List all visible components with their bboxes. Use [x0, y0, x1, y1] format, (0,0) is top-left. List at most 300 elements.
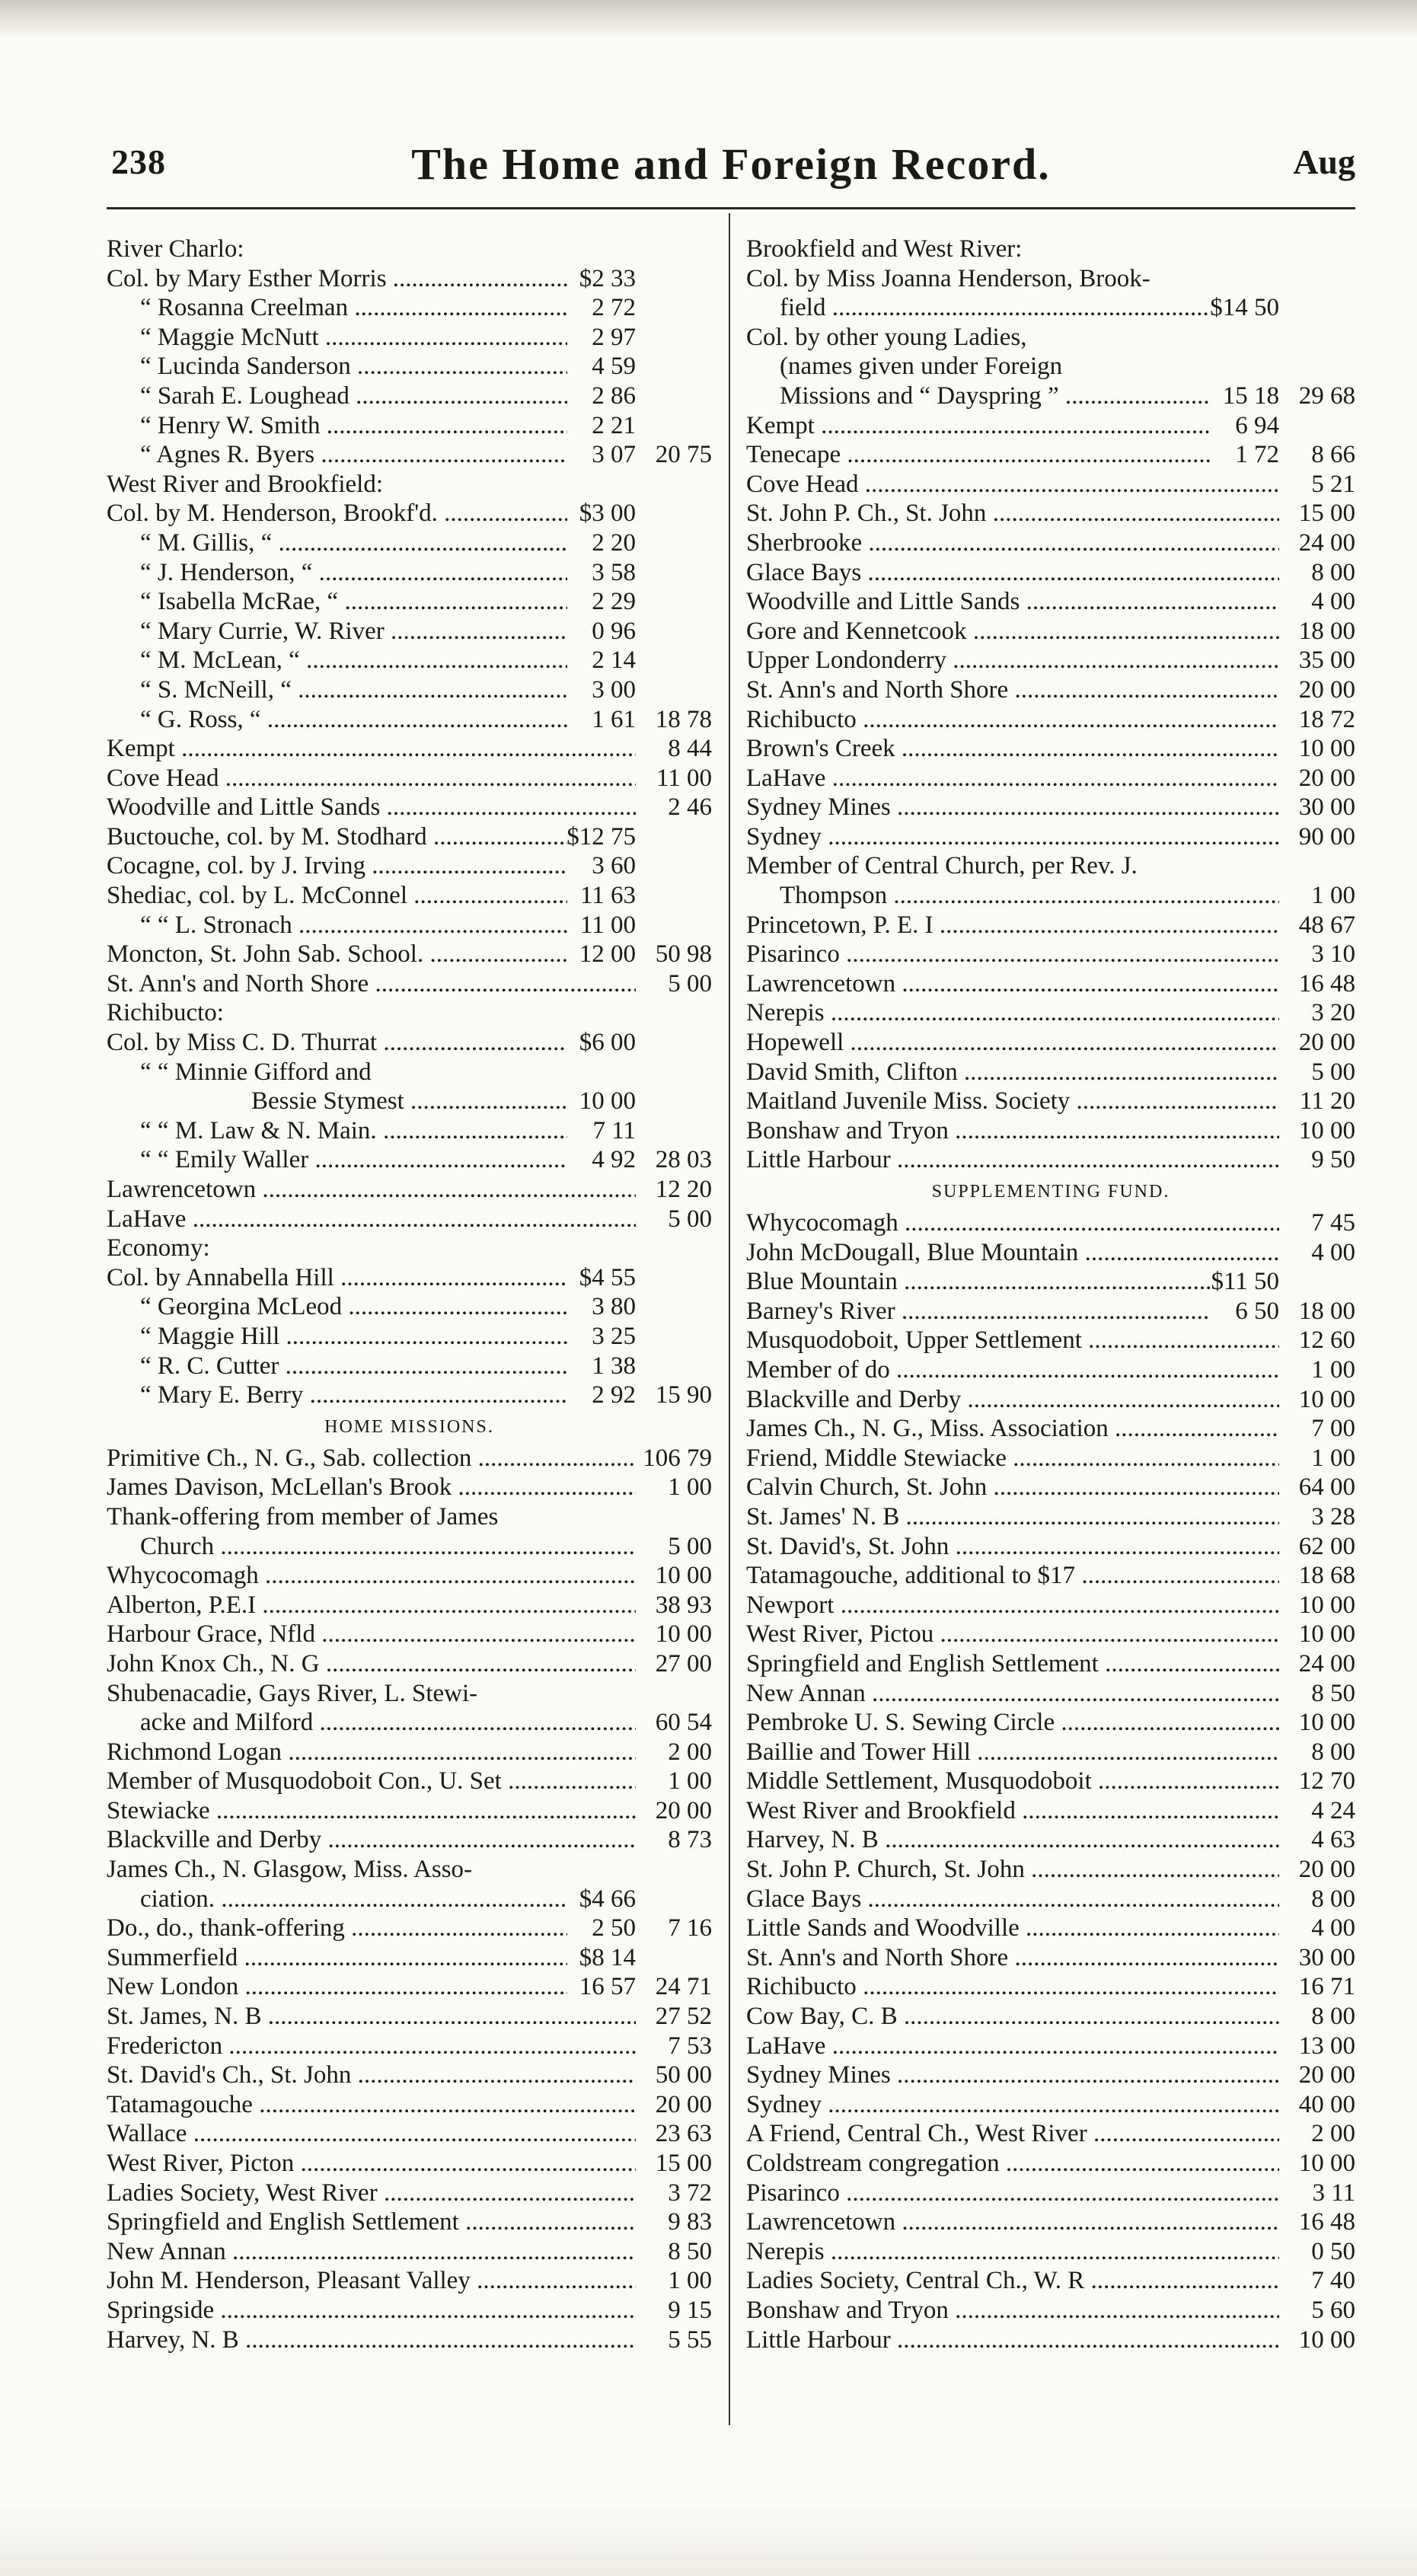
ledger-entry	[107, 1885, 712, 1914]
entry-total: 10 00	[1298, 1385, 1355, 1413]
entry-total: 28 03	[655, 1146, 712, 1174]
entry-name: West River, Picton .....	[107, 2149, 636, 2179]
ledger-entry	[746, 2325, 1355, 2355]
ledger-entry	[746, 1058, 1355, 1087]
ledger-entry	[746, 558, 1355, 588]
entry-total: 10 00	[1298, 1591, 1355, 1619]
entry-name: Friend, Middle Stewiacke .....	[746, 1444, 1279, 1473]
ledger-entry	[746, 1297, 1355, 1326]
entry-amount: 2 92	[592, 1381, 636, 1409]
entry-total: 20 00	[1298, 675, 1355, 704]
entry-name: Missions and “ Dayspring ” .....	[780, 381, 1211, 411]
entry-name: Primitive Ch., N. G., Sab. collection .....	[107, 1444, 636, 1473]
entry-name: Calvin Church, St. John .....	[746, 1473, 1279, 1502]
ledger-entry	[107, 293, 712, 323]
ledger-entry	[107, 646, 712, 675]
section-heading: SUPPLEMENTING FUND.	[931, 1182, 1170, 1202]
entry-name: Member of do .....	[746, 1355, 1279, 1385]
ledger-entry	[107, 822, 712, 852]
entry-name: Kempt .....	[107, 734, 636, 764]
entry-amount: 2 14	[592, 646, 636, 675]
ledger-entry	[746, 793, 1355, 822]
ledger-entry	[107, 1116, 712, 1146]
entry-name: West River and Brookfield .....	[746, 1796, 1279, 1826]
entry-name: St. Ann's and North Shore .....	[107, 969, 636, 999]
entry-name: Maitland Juvenile Miss. Society .....	[746, 1087, 1279, 1116]
entry-name: Pembroke U. S. Sewing Circle .....	[746, 1708, 1279, 1738]
entry-amount: $4 55	[579, 1263, 636, 1291]
entry-name: “ “ Emily Waller .....	[140, 1145, 567, 1175]
entry-total: 5 00	[668, 1532, 712, 1560]
entry-name: West River, Pictou .....	[746, 1620, 1279, 1649]
entry-total: 5 00	[668, 1205, 712, 1233]
entry-name: Richibucto:	[107, 999, 224, 1027]
section-heading: HOME MISSIONS.	[324, 1416, 494, 1437]
entry-name: “ “ M. Law & N. Main. .....	[140, 1116, 567, 1146]
ledger-entry	[107, 264, 712, 294]
ledger-entry	[746, 528, 1355, 558]
page-number: 238	[111, 142, 166, 181]
entry-amount: 7 11	[592, 1116, 636, 1144]
ledger-entry	[746, 264, 1355, 294]
ledger-entry	[746, 1855, 1355, 1885]
ledger-entry	[746, 1738, 1355, 1767]
ledger-entry	[107, 1087, 712, 1116]
ledger-entry	[746, 411, 1355, 441]
entry-name: New Annan .....	[746, 1679, 1279, 1709]
entry-name: Bonshaw and Tryon .....	[746, 2296, 1279, 2325]
entry-name: “ M. McLean, “ .....	[140, 646, 567, 675]
entry-name: Thank-offering from member of James	[107, 1502, 499, 1531]
entry-name: Member of Central Church, per Rev. J.	[746, 852, 1138, 880]
entry-total: 30 00	[1298, 793, 1355, 822]
ledger-entry	[746, 1473, 1355, 1502]
entry-name: Upper Londonderry .....	[746, 646, 1279, 675]
entry-name: John McDougall, Blue Mountain .....	[746, 1238, 1279, 1268]
entry-name: New Annan .....	[107, 2237, 636, 2267]
ledger-entry	[746, 2032, 1355, 2061]
entry-total: 4 00	[1311, 588, 1355, 616]
entry-amount: 6 50	[1235, 1297, 1279, 1325]
ledger-entry	[107, 1825, 712, 1855]
entry-total: 2 00	[668, 1738, 712, 1766]
entry-name: “ Mary Currie, W. River .....	[140, 617, 567, 646]
entry-name: Coldstream congregation .....	[746, 2149, 1279, 2179]
column-divider	[729, 213, 730, 2425]
ledger-entry	[107, 440, 712, 470]
ledger-entry	[107, 381, 712, 411]
ledger-entry	[107, 1502, 712, 1532]
entry-amount: $11 50	[1211, 1268, 1279, 1296]
entry-total: 3 28	[1311, 1502, 1355, 1531]
entry-name: (names given under Foreign	[780, 353, 1063, 381]
entry-name: Thompson .....	[780, 881, 1279, 911]
page-top-shadow	[0, 0, 1417, 40]
ledger-entry	[107, 969, 712, 999]
entry-amount: 16 57	[579, 1973, 636, 2001]
entry-name: “ Agnes R. Byers .....	[140, 440, 567, 470]
entry-amount: 4 92	[592, 1146, 636, 1174]
entry-name: Princetown, P. E. I .....	[746, 911, 1279, 940]
entry-name: Do., do., thank-offering .....	[107, 1914, 567, 1943]
entry-name: David Smith, Clifton .....	[746, 1058, 1279, 1087]
entry-name: St. James, N. B .....	[107, 2002, 636, 2032]
entry-amount: 10 00	[579, 1087, 636, 1116]
entry-name: New London .....	[107, 1972, 567, 2002]
ledger-entry	[746, 1591, 1355, 1620]
entry-total: 4 00	[1311, 1238, 1355, 1266]
ledger-entry	[746, 1355, 1355, 1385]
entry-name: Newport .....	[746, 1591, 1279, 1620]
entry-name: Richibucto .....	[746, 1972, 1279, 2002]
ledger-entry	[746, 617, 1355, 646]
entry-name: Woodville and Little Sands .....	[107, 793, 636, 822]
entry-name: Little Harbour .....	[746, 1145, 1279, 1175]
ledger-entry	[107, 734, 712, 764]
entry-amount: 0 96	[592, 617, 636, 645]
entry-name: Wallace .....	[107, 2119, 636, 2149]
ledger-entry	[107, 1855, 712, 1885]
entry-total: 10 00	[1298, 2325, 1355, 2354]
entry-name: Bonshaw and Tryon .....	[746, 1116, 1279, 1146]
entry-name: Member of Musquodoboit Con., U. Set .....	[107, 1767, 636, 1796]
entry-total: 12 60	[1298, 1326, 1355, 1355]
entry-name: “ Mary E. Berry .....	[140, 1381, 567, 1410]
entry-name: Lawrencetown .....	[107, 1175, 636, 1205]
entry-name: Ladies Society, Central Ch., W. R .....	[746, 2266, 1279, 2296]
entry-name: Col. by other young Ladies,	[746, 323, 1027, 351]
ledger-entry	[746, 499, 1355, 528]
ledger-entry	[746, 851, 1355, 881]
entry-total: 90 00	[1298, 822, 1355, 851]
ledger-entry	[746, 1914, 1355, 1943]
entry-total: 8 00	[1311, 1885, 1355, 1913]
ledger-entry	[746, 235, 1355, 264]
ledger-entry	[107, 1914, 712, 1943]
entry-amount: 2 21	[592, 411, 636, 439]
entry-total: 50 00	[655, 2061, 712, 2089]
ledger-entry	[746, 1326, 1355, 1355]
ledger-entry	[107, 1444, 712, 1473]
ledger-entry	[107, 1292, 712, 1322]
ledger-entry	[107, 998, 712, 1028]
ledger-entry	[107, 2325, 712, 2355]
entry-name: “ M. Gillis, “ .....	[140, 528, 567, 558]
entry-total: 18 78	[655, 705, 712, 733]
entry-amount: $2 33	[579, 264, 636, 292]
entry-name: Sydney Mines .....	[746, 2060, 1279, 2090]
entry-name: Brown's Creek .....	[746, 734, 1279, 764]
entry-total: 48 67	[1298, 911, 1355, 939]
ledger-entry	[746, 2179, 1355, 2208]
ledger-entry	[107, 587, 712, 617]
ledger-entry	[746, 1649, 1355, 1679]
ledger-entry	[107, 470, 712, 500]
entry-name: LaHave .....	[746, 2032, 1279, 2061]
entry-name: James Ch., N. Glasgow, Miss. Asso-	[107, 1856, 473, 1884]
entry-name: “ Isabella McRae, “ .....	[140, 587, 567, 617]
entry-name: Glace Bays .....	[746, 1885, 1279, 1914]
ledger-entry	[107, 411, 712, 441]
ledger-entry	[746, 1561, 1355, 1591]
entry-total: 1 00	[668, 2267, 712, 2295]
entry-name: Sydney Mines .....	[746, 793, 1279, 822]
ledger-entry	[107, 1205, 712, 1234]
entry-amount: 2 86	[592, 381, 636, 410]
entry-total: 0 50	[1311, 2237, 1355, 2265]
entry-total: 50 98	[655, 940, 712, 969]
ledger-entry	[107, 1058, 712, 1087]
header-rule	[107, 207, 1355, 209]
entry-name: Lawrencetown .....	[746, 969, 1279, 999]
ledger-entry	[107, 1234, 712, 1263]
ledger-entry	[746, 764, 1355, 793]
ledger-entry	[107, 1028, 712, 1058]
entry-total: 9 83	[668, 2208, 712, 2236]
entry-total: 9 50	[1311, 1146, 1355, 1174]
entry-total: 16 71	[1298, 1973, 1355, 2001]
entry-total: 7 53	[668, 2032, 712, 2060]
ledger-entry	[746, 1972, 1355, 2002]
ledger-entry	[746, 440, 1355, 470]
entry-name: Barney's River .....	[746, 1297, 1211, 1326]
entry-name: “ S. McNeill, “ .....	[140, 675, 567, 705]
entry-name: ciation. .....	[140, 1885, 567, 1914]
ledger-entry	[746, 1679, 1355, 1709]
ledger-entry	[746, 587, 1355, 617]
entry-name: “ R. C. Cutter .....	[140, 1352, 567, 1381]
entry-amount: 3 00	[592, 675, 636, 704]
ledger-entry	[746, 1414, 1355, 1444]
ledger-entry	[746, 1620, 1355, 1649]
entry-total: 8 00	[1311, 1738, 1355, 1766]
entry-total: 2 00	[1311, 2120, 1355, 2148]
entry-total: 18 72	[1298, 705, 1355, 733]
ledger-entry	[746, 705, 1355, 735]
entry-total: 20 00	[1298, 2061, 1355, 2089]
ledger-entry	[746, 1825, 1355, 1855]
ledger-entry	[746, 1145, 1355, 1175]
ledger-entry	[746, 1087, 1355, 1116]
ledger-entry	[107, 851, 712, 881]
entry-total: 2 46	[668, 793, 712, 822]
ledger-entry	[107, 1708, 712, 1738]
ledger-entry	[746, 381, 1355, 411]
entry-amount: 3 58	[592, 558, 636, 586]
entry-name: Brookfield and West River:	[746, 235, 1023, 263]
entry-name: Blackville and Derby .....	[746, 1385, 1279, 1415]
entry-total: 23 63	[655, 2120, 712, 2148]
entry-amount: 2 20	[592, 528, 636, 557]
entry-name: Tatamagouche, additional to $17 .....	[746, 1561, 1279, 1591]
entry-total: 20 00	[655, 2090, 712, 2118]
ledger-entry	[107, 323, 712, 353]
entry-name: Stewiacke .....	[107, 1796, 636, 1826]
ledger-entry	[107, 2119, 712, 2149]
entry-name: Baillie and Tower Hill .....	[746, 1738, 1279, 1767]
ledger-entry	[107, 1738, 712, 1767]
ledger-entry	[107, 2002, 712, 2032]
entry-name: St. Ann's and North Shore .....	[746, 1943, 1279, 1973]
entry-total: 10 00	[1298, 2150, 1355, 2177]
entry-name: Cove Head .....	[107, 764, 636, 793]
entry-total: 7 16	[668, 1914, 712, 1942]
ledger-entry	[746, 940, 1355, 969]
entry-amount: 3 60	[592, 852, 636, 880]
entry-name: Alberton, P.E.I .....	[107, 1591, 636, 1620]
entry-name: Nerepis .....	[746, 2237, 1279, 2267]
entry-total: 3 72	[668, 2179, 712, 2207]
ledger-entry	[107, 1620, 712, 1649]
ledger-entry	[746, 998, 1355, 1028]
entry-amount: $3 00	[579, 500, 636, 528]
entry-amount: 2 72	[592, 294, 636, 322]
entry-name: Lawrencetown .....	[746, 2207, 1279, 2237]
ledger-entry	[107, 352, 712, 381]
entry-name: “ Georgina McLeod .....	[140, 1292, 567, 1322]
entry-name: Col. by M. Henderson, Brookf'd. .....	[107, 499, 567, 528]
entry-name: “ Rosanna Creelman .....	[140, 293, 567, 323]
ledger-entry	[746, 969, 1355, 999]
entry-total: 24 00	[1298, 528, 1355, 557]
ledger-entry	[107, 1532, 712, 1562]
entry-total: 60 54	[655, 1709, 712, 1737]
entry-name: Shediac, col. by L. McConnel .....	[107, 881, 567, 911]
entry-total: 64 00	[1298, 1473, 1355, 1502]
entry-total: 24 71	[655, 1973, 712, 2001]
entry-total: 1 00	[668, 1473, 712, 1502]
entry-total: 12 20	[655, 1176, 712, 1203]
entry-total: 11 20	[1299, 1087, 1355, 1116]
entry-total: 38 93	[655, 1591, 712, 1619]
ledger-entry	[107, 1972, 712, 2002]
entry-name: Fredericton .....	[107, 2032, 636, 2061]
entry-amount: 1 38	[592, 1352, 636, 1380]
entry-name: Nerepis .....	[746, 998, 1279, 1028]
ledger-entry	[107, 2090, 712, 2120]
entry-total: 27 52	[655, 2003, 712, 2031]
entry-total: 106 79	[643, 1444, 712, 1472]
ledger-entry	[746, 1943, 1355, 1973]
entry-total: 8 73	[668, 1826, 712, 1854]
entry-total: 24 00	[1298, 1649, 1355, 1677]
ledger-entry	[107, 1381, 712, 1410]
entry-total: 1 00	[1311, 882, 1355, 910]
entry-total: 30 00	[1298, 1943, 1355, 1971]
ledger-entry	[746, 1532, 1355, 1562]
ledger-entry	[107, 1679, 712, 1709]
entry-name: “ “ L. Stronach .....	[140, 911, 567, 940]
entry-amount: 3 80	[592, 1293, 636, 1321]
entry-total: 20 75	[655, 441, 712, 469]
entry-amount: $12 75	[566, 822, 636, 851]
ledger-entry	[107, 1263, 712, 1293]
ledger-entry	[107, 2266, 712, 2296]
entry-total: 5 21	[1311, 470, 1355, 498]
left-column	[107, 235, 712, 2354]
ledger-entry	[107, 235, 712, 264]
entry-total: 8 66	[1311, 441, 1355, 469]
entry-name: “ J. Henderson, “ .....	[140, 558, 567, 588]
ledger-entry	[746, 1502, 1355, 1532]
entry-total: 8 44	[668, 735, 712, 763]
entry-name: John Knox Ch., N. G .....	[107, 1649, 636, 1679]
entry-name: Summerfield .....	[107, 1943, 567, 1973]
entry-name: Gore and Kennetcook .....	[746, 617, 1279, 646]
entry-amount: 3 07	[592, 441, 636, 469]
ledger-entry	[107, 528, 712, 558]
entry-total: 8 00	[1311, 2003, 1355, 2031]
entry-amount: 3 25	[592, 1322, 636, 1350]
entry-name: Springfield and English Settlement .....	[746, 1649, 1279, 1679]
entry-name: Richmond Logan .....	[107, 1738, 636, 1767]
entry-name: Tenecape .....	[746, 440, 1211, 470]
ledger-entry	[746, 1238, 1355, 1268]
entry-total: 10 00	[1298, 1620, 1355, 1649]
ledger-entry	[107, 881, 712, 911]
entry-name: “ Maggie McNutt .....	[140, 323, 567, 353]
entry-total: 10 00	[1298, 1116, 1355, 1144]
entry-total: 7 45	[1311, 1209, 1355, 1237]
entry-amount: 12 00	[579, 940, 636, 969]
ledger-entry	[107, 1796, 712, 1826]
entry-name: A Friend, Central Ch., West River .....	[746, 2119, 1279, 2149]
entry-amount: 1 61	[592, 705, 636, 733]
ledger-entry	[746, 1028, 1355, 1058]
entry-total: 35 00	[1298, 646, 1355, 675]
ledger-entry	[107, 1943, 712, 1973]
entry-total: 5 00	[668, 969, 712, 998]
entry-name: James Ch., N. G., Miss. Association .....	[746, 1414, 1279, 1444]
entry-total: 3 11	[1312, 2179, 1355, 2207]
entry-name: Cocagne, col. by J. Irving .....	[107, 851, 567, 881]
entry-name: “ Maggie Hill .....	[140, 1322, 567, 1352]
entry-total: 7 00	[1311, 1415, 1355, 1443]
entry-name: Sydney .....	[746, 822, 1279, 852]
entry-amount: $8 14	[579, 1943, 636, 1971]
entry-name: West River and Brookfield:	[107, 470, 384, 498]
ledger-entry	[746, 470, 1355, 500]
ledger-entry	[746, 2060, 1355, 2090]
entry-total: 4 63	[1311, 1826, 1355, 1854]
ledger-entry	[107, 558, 712, 588]
entry-name: Little Harbour .....	[746, 2325, 1279, 2355]
entry-name: Springside .....	[107, 2296, 636, 2325]
ledger-entry	[746, 1444, 1355, 1473]
ledger-entry	[746, 2266, 1355, 2296]
entry-name: Glace Bays .....	[746, 558, 1279, 588]
ledger-entry	[746, 2207, 1355, 2237]
entry-total: 16 48	[1298, 2208, 1355, 2236]
entry-amount: 11 00	[579, 911, 636, 939]
entry-name: St. David's, St. John .....	[746, 1532, 1279, 1562]
entry-name: Blackville and Derby .....	[107, 1825, 636, 1855]
ledger-entry	[107, 1352, 712, 1381]
entry-name: Blue Mountain .....	[746, 1267, 1211, 1297]
entry-name: Pisarinco .....	[746, 940, 1279, 969]
entry-name: Moncton, St. John Sab. School. .....	[107, 940, 567, 969]
ledger-entry	[746, 1767, 1355, 1796]
ledger-entry	[107, 705, 712, 735]
entry-amount: 2 50	[592, 1914, 636, 1942]
entry-name: Buctouche, col. by M. Stodhard .....	[107, 822, 567, 852]
entry-amount: 4 59	[592, 353, 636, 381]
entry-name: Woodville and Little Sands .....	[746, 587, 1279, 617]
entry-name: Cove Head .....	[746, 470, 1279, 500]
ledger-entry	[107, 940, 712, 969]
entry-total: 40 00	[1298, 2090, 1355, 2118]
entry-name: Cow Bay, C. B .....	[746, 2002, 1279, 2032]
